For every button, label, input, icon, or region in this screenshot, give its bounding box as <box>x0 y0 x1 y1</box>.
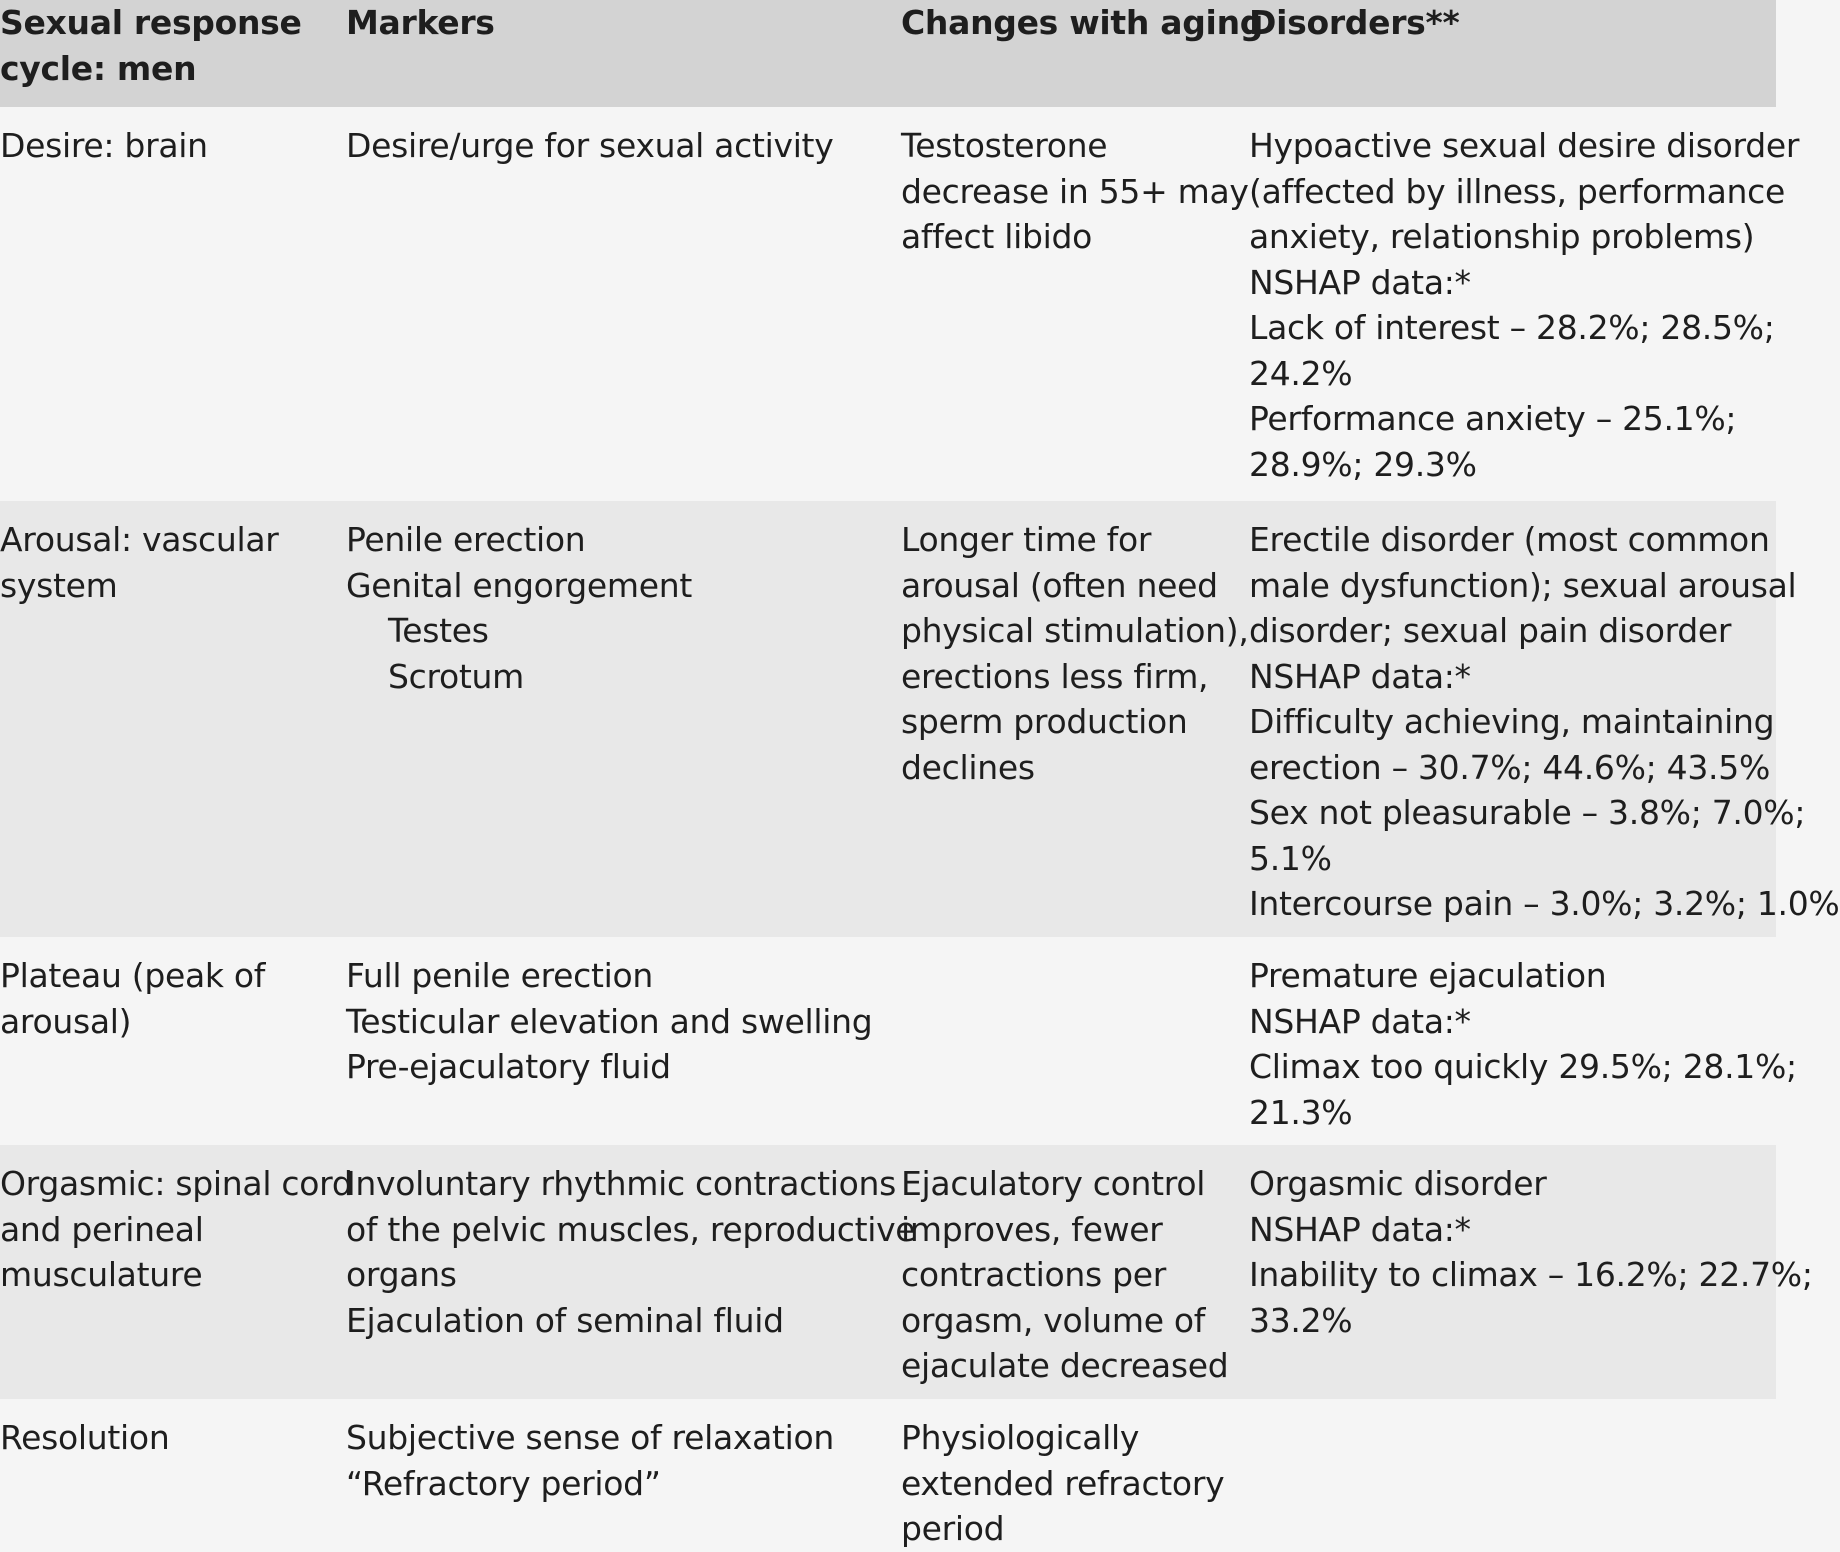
cell-line: period <box>901 1509 1005 1548</box>
cell-line: Lack of interest – 28.2%; 28.5%; <box>1249 308 1775 347</box>
cell-line: NSHAP data:* <box>1249 262 1471 302</box>
cell-line: Testes <box>388 611 489 650</box>
header-aging-line-1: Changes with aging <box>901 3 1264 42</box>
cell-line: 21.3% <box>1249 1092 1353 1132</box>
cell-markers <box>346 501 901 937</box>
cell-disorders <box>1249 937 1797 1145</box>
cell-line: NSHAP data:* <box>1249 1209 1471 1249</box>
cell-line: Intercourse pain – 3.0%; 3.2%; 1.0% <box>1249 884 1840 923</box>
table-row <box>0 937 1776 1145</box>
cell-line: Desire/urge for sexual activity <box>346 126 834 165</box>
cell-line: Sex not pleasurable – 3.8%; 7.0%; <box>1249 793 1806 832</box>
cell-line: Orgasmic: spinal cord <box>0 1164 353 1203</box>
cell-line: Erectile disorder (most common <box>1249 520 1770 559</box>
cell-line: NSHAP data:* <box>1249 656 1471 696</box>
header-markers-line-1: Markers <box>346 3 495 42</box>
cell-stage <box>0 1145 353 1399</box>
cell-aging <box>901 501 1249 937</box>
cell-disorders <box>1249 1145 1813 1399</box>
cell-stage <box>0 501 346 937</box>
cell-disorders <box>1249 501 1840 937</box>
header-stage-line-1: Sexual response <box>0 3 302 42</box>
header-stage-line-2: cycle: men <box>0 48 197 88</box>
cell-line: Hypoactive sexual desire disorder <box>1249 126 1800 165</box>
cell-line: Difficulty achieving, maintaining <box>1249 702 1775 741</box>
table-row <box>0 501 1776 937</box>
cell-line: musculature <box>0 1255 203 1294</box>
cell-line: organs <box>346 1255 457 1294</box>
cell-line: Pre-ejaculatory fluid <box>346 1047 671 1086</box>
cell-line: contractions per <box>901 1255 1167 1294</box>
cell-line: Inability to climax – 16.2%; 22.7%; <box>1249 1255 1813 1294</box>
cell-markers <box>346 1399 901 1552</box>
header-disorders-line-1: Disorders** <box>1249 3 1460 42</box>
header-stage <box>0 0 346 107</box>
cell-line: extended refractory <box>901 1463 1225 1503</box>
cell-line: 33.2% <box>1249 1300 1353 1340</box>
table-row <box>0 1145 1776 1399</box>
cell-line: Full penile erection <box>346 956 654 995</box>
cell-aging <box>901 1145 1249 1399</box>
cell-line: affect libido <box>901 217 1093 256</box>
cell-line: and perineal <box>0 1209 204 1249</box>
cell-line: Plateau (peak of <box>0 956 266 995</box>
cell-line: erection – 30.7%; 44.6%; 43.5% <box>1249 747 1770 787</box>
cell-line: (affected by illness, performance <box>1249 171 1785 211</box>
cell-line: male dysfunction); sexual arousal <box>1249 565 1797 605</box>
cell-line: sperm production <box>901 702 1188 741</box>
table-row <box>0 107 1776 501</box>
cell-line: Penile erection <box>346 520 586 559</box>
header-markers <box>346 0 901 107</box>
cell-line: of the pelvic muscles, reproductive <box>346 1209 916 1249</box>
cell-aging <box>901 1399 1249 1552</box>
cell-line: 28.9%; 29.3% <box>1249 444 1477 484</box>
cell-line: NSHAP data:* <box>1249 1001 1471 1041</box>
cell-line: Scrotum <box>388 656 525 696</box>
cell-line: Subjective sense of relaxation <box>346 1418 835 1457</box>
cell-line: system <box>0 565 118 605</box>
cell-line: improves, fewer <box>901 1209 1163 1249</box>
header-row <box>0 0 1776 107</box>
cell-line: arousal) <box>0 1001 132 1041</box>
cell-aging <box>901 937 1249 1145</box>
cell-line: disorder; sexual pain disorder <box>1249 611 1732 650</box>
cell-aging <box>901 107 1249 501</box>
table-header <box>0 0 1776 107</box>
cell-markers <box>346 937 901 1145</box>
header-aging <box>901 0 1264 107</box>
table-row <box>0 1399 1776 1552</box>
cell-stage <box>0 1399 346 1552</box>
cell-line: Physiologically <box>901 1418 1140 1457</box>
cell-line: Involuntary rhythmic contractions <box>346 1164 896 1203</box>
cell-line: Ejaculatory control <box>901 1164 1206 1203</box>
cell-markers <box>346 1145 916 1399</box>
cell-line: ejaculate decreased <box>901 1346 1229 1385</box>
cell-line: Resolution <box>0 1418 170 1457</box>
cell-line: 24.2% <box>1249 353 1353 393</box>
cell-line: Longer time for <box>901 520 1152 559</box>
cell-line: arousal (often need <box>901 565 1218 605</box>
cell-line: Testosterone <box>901 126 1108 165</box>
cell-line: orgasm, volume of <box>901 1300 1206 1340</box>
cell-line: Arousal: vascular <box>0 520 279 559</box>
cell-line: decrease in 55+ may <box>901 171 1249 211</box>
cell-line: erections less firm, <box>901 656 1209 696</box>
cell-disorders <box>1249 107 1800 501</box>
header-disorders <box>1249 0 1776 107</box>
cell-line: Ejaculation of seminal fluid <box>346 1300 784 1340</box>
cell-line: declines <box>901 747 1035 787</box>
cell-line: physical stimulation), <box>901 611 1249 650</box>
cell-markers <box>346 107 901 501</box>
cell-line: “Refractory period” <box>346 1463 661 1503</box>
cell-line: 5.1% <box>1249 838 1332 878</box>
cell-line: Testicular elevation and swelling <box>346 1001 873 1041</box>
table-body <box>0 107 1840 1552</box>
cell-line: anxiety, relationship problems) <box>1249 217 1755 256</box>
cell-disorders <box>1249 1399 1776 1552</box>
cell-line: Climax too quickly 29.5%; 28.1%; <box>1249 1047 1797 1086</box>
cell-stage <box>0 107 346 501</box>
cell-stage <box>0 937 346 1145</box>
cell-line: Orgasmic disorder <box>1249 1164 1547 1203</box>
cell-line: Performance anxiety – 25.1%; <box>1249 399 1737 438</box>
cell-line: Genital engorgement <box>346 565 692 605</box>
cell-line: Desire: brain <box>0 126 208 165</box>
cell-line: Premature ejaculation <box>1249 956 1607 995</box>
